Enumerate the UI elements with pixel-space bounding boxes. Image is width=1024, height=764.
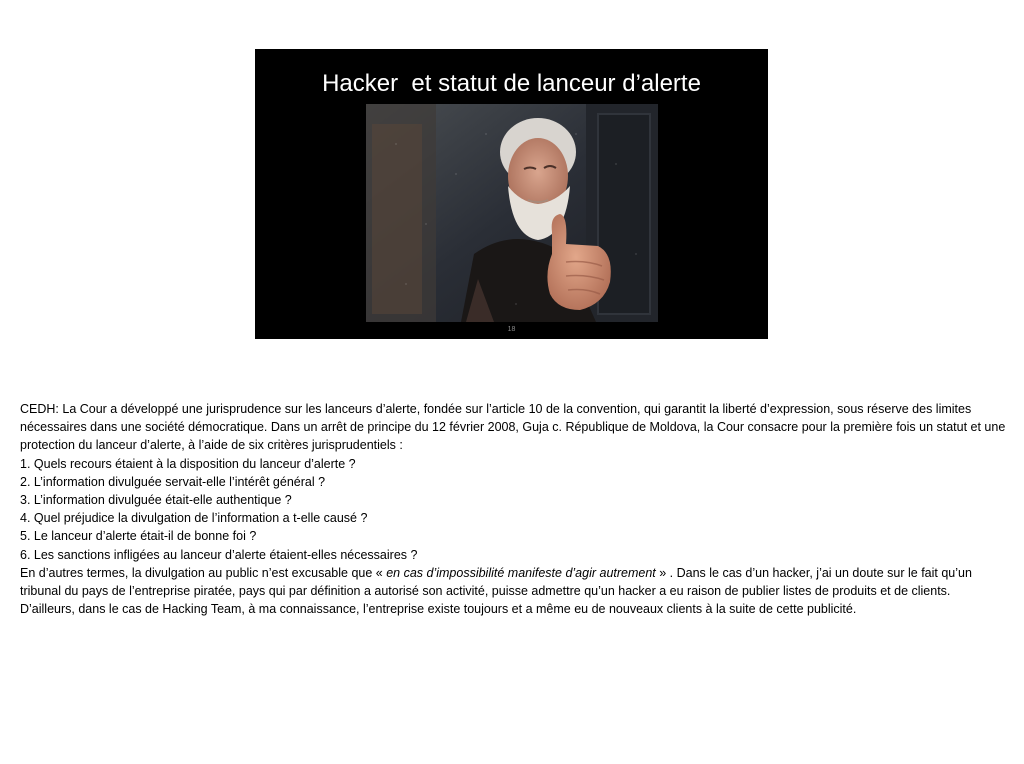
criterion-5: 5. Le lanceur d’alerte était-il de bonne foi ? — [20, 529, 257, 544]
slide-title: Hacker et statut de lanceur d’alerte — [322, 70, 701, 97]
criterion-1: 1. Quels recours étaient à la disposition du lanceur d’alerte ? — [20, 456, 356, 471]
conclusion-before: En d’autres termes, la divulgation au public n’est excusable que « — [20, 565, 387, 580]
notes-intro: CEDH: La Cour a développé une jurisprudence sur les lanceurs d’alerte, fondée sur l’article 10 de la convention, qui garantit la liberté d’expression, sous réserve des limites nécessaires dans une société démocratique. Dans un arrêt de principe du 12 février 2008, Guja c. République de Moldova, la Cour consacre pour la première fois un statut et une protection du lanceur d’alerte, à l’aide de six critères jurisprudentiels : — [20, 402, 1006, 453]
speaker-notes — [20, 400, 1008, 618]
notes-conclusion — [20, 564, 1008, 619]
conclusion-after: » . Dans le cas d’un hacker, j’ai un doute sur le fait qu’un tribunal du pays de l’entreprise piratée, pays qui par définition a autorisé son activité, puisse admettre qu’un hacker a eu raison de publier listes de produits et de clients. D’ailleurs, dans le cas de Hacking Team, à ma connaissance, l’entreprise existe toujours et a même eu de nouveaux clients à la suite de cette publicité. — [20, 565, 972, 617]
criterion-3: 3. L’information divulguée était-elle authentique ? — [20, 493, 292, 508]
criterion-2: 2. L’information divulguée servait-elle l’intérêt général ? — [20, 474, 326, 489]
conclusion-quote: en cas d’impossibilité manifeste d’agir autrement — [386, 565, 656, 580]
criterion-4: 4. Quel préjudice la divulgation de l’information a t-elle causé ? — [20, 511, 368, 526]
person-thumbs-up-photo — [366, 104, 658, 322]
criterion-6: 6. Les sanctions infligées au lanceur d’alerte étaient-elles nécessaires ? — [20, 547, 418, 562]
slide — [255, 49, 768, 339]
slide-photo — [366, 104, 658, 322]
slide-number: 18 — [507, 326, 516, 333]
